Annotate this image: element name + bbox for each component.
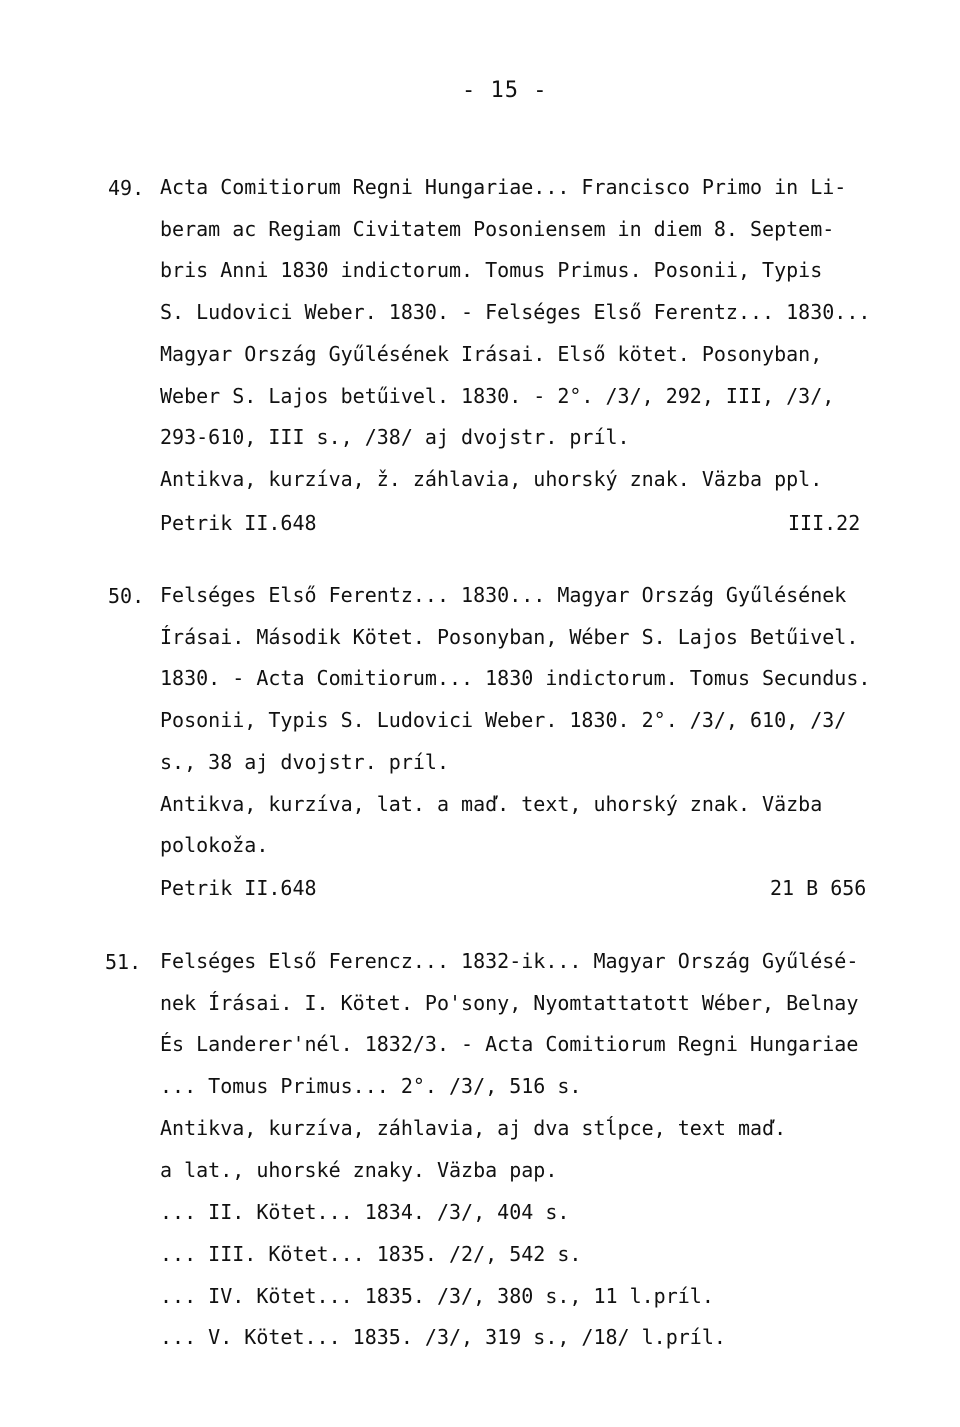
- entry-line: ... V. Kötet... 1835. /3/, 319 s., /18/ l.príl.: [160, 1325, 726, 1349]
- entry-line: Acta Comitiorum Regni Hungariae... Francisco Primo in Li-: [160, 175, 847, 199]
- reference-left: Petrik II.648: [160, 511, 317, 535]
- entry-number: 51.: [105, 950, 142, 974]
- entry-line: bris Anni 1830 indictorum. Tomus Primus. Posonii, Typis: [160, 258, 823, 282]
- entry-line: ... II. Kötet... 1834. /3/, 404 s.: [160, 1200, 570, 1224]
- entry-line: Írásai. Második Kötet. Posonyban, Wéber S. Lajos Betűivel.: [160, 625, 859, 649]
- entry-line: polokoža.: [160, 833, 269, 857]
- entry-line: 293-610, III s., /38/ aj dvojstr. príl.: [160, 425, 630, 449]
- entry-number: 49.: [108, 176, 145, 200]
- entry-line: a lat., uhorské znaky. Väzba pap.: [160, 1158, 558, 1182]
- entry-line: s., 38 aj dvojstr. príl.: [160, 750, 449, 774]
- entry-line: Antikva, kurzíva, lat. a maď. text, uhorský znak. Väzba: [160, 792, 823, 816]
- entry-number: 50.: [108, 584, 145, 608]
- reference-right: III.22: [788, 511, 861, 535]
- entry-line: nek Írásai. I. Kötet. Po'sony, Nyomtattatott Wéber, Belnay: [160, 991, 859, 1015]
- entry-line: Antikva, kurzíva, ž. záhlavia, uhorský znak. Väzba ppl.: [160, 467, 823, 491]
- entry-line: És Landerer'nél. 1832/3. - Acta Comitiorum Regni Hungariae: [160, 1032, 859, 1056]
- page-number: - 15 -: [462, 78, 548, 103]
- entry-line: Felséges Első Ferencz... 1832-ik... Magyar Ország Gyűlésé-: [160, 949, 859, 973]
- reference-left: Petrik II.648: [160, 876, 317, 900]
- entry-line: ... Tomus Primus... 2°. /3/, 516 s.: [160, 1074, 582, 1098]
- entry-line: ... IV. Kötet... 1835. /3/, 380 s., 11 l.príl.: [160, 1284, 714, 1308]
- entry-line: Magyar Ország Gyűlésének Irásai. Első kötet. Posonyban,: [160, 342, 823, 366]
- reference-right: 21 B 656: [770, 876, 867, 900]
- entry-line: Posonii, Typis S. Ludovici Weber. 1830. 2°. /3/, 610, /3/: [160, 708, 847, 732]
- entry-line: Antikva, kurzíva, záhlavia, aj dva stĺpce, text maď.: [160, 1116, 787, 1140]
- entry-line: beram ac Regiam Civitatem Posoniensem in diem 8. Septem-: [160, 217, 835, 241]
- entry-line: ... III. Kötet... 1835. /2/, 542 s.: [160, 1242, 582, 1266]
- entry-line: S. Ludovici Weber. 1830. - Felséges Első Ferentz... 1830...: [160, 300, 871, 324]
- entry-line: 1830. - Acta Comitiorum... 1830 indictorum. Tomus Secundus.: [160, 666, 871, 690]
- entry-line: Weber S. Lajos betűivel. 1830. - 2°. /3/, 292, III, /3/,: [160, 384, 835, 408]
- entry-line: Felséges Első Ferentz... 1830... Magyar Ország Gyűlésének: [160, 583, 847, 607]
